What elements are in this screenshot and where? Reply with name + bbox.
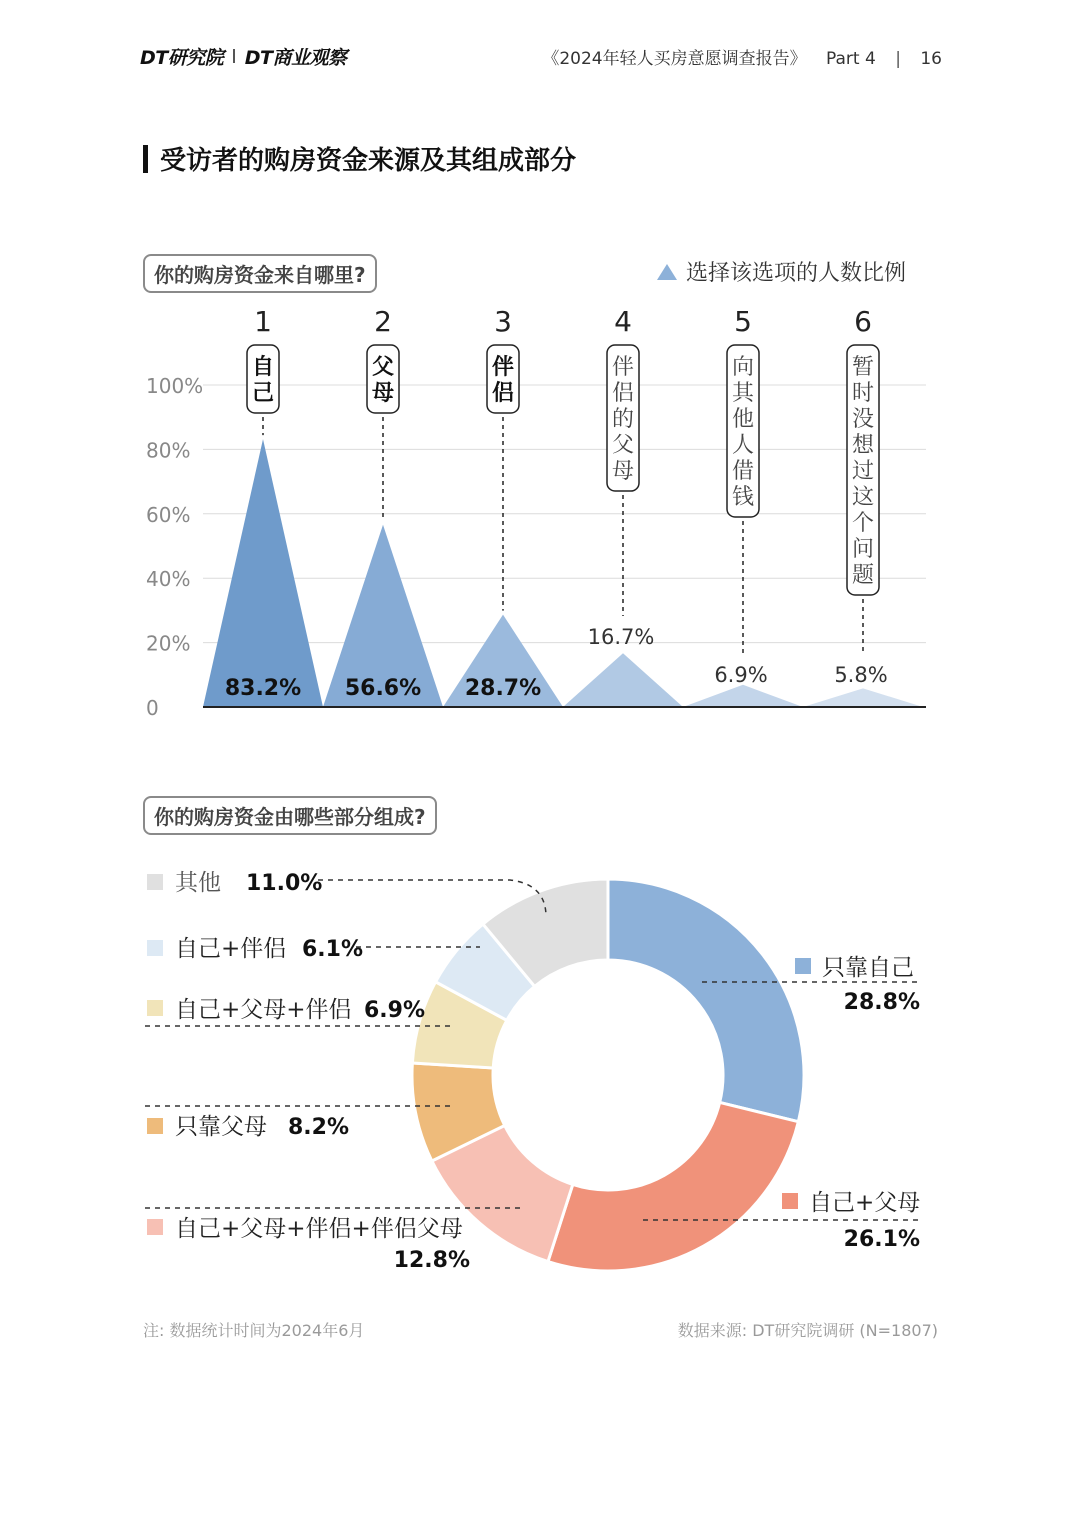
legend-swatch: [782, 1193, 798, 1209]
slice-value: 28.8%: [843, 990, 920, 1015]
header-divider: |: [895, 49, 901, 69]
y-tick-label: 40%: [146, 567, 191, 592]
legend-swatch: [147, 874, 163, 890]
footer-source: 数据来源: DT研究院调研 (N=1807): [677, 1321, 938, 1340]
slice-value: 6.9%: [364, 998, 426, 1023]
category-label: 暂时没想过这个问题: [851, 355, 875, 588]
legend-swatch: [147, 1000, 163, 1016]
triangle-bar: [563, 653, 683, 707]
slice-label: 自己+父母: [809, 1190, 921, 1216]
report-header: [542, 44, 942, 69]
report-title: 《2024年轻人买房意愿调查报告》: [542, 49, 807, 69]
data-label: 28.7%: [464, 676, 542, 701]
brand-logo-dt-business: DT商业观察: [244, 46, 347, 69]
category-label: 向其他人借钱: [731, 355, 755, 510]
legend-swatch: [147, 940, 163, 956]
rank-label: 3: [494, 305, 512, 338]
slice-value: 26.1%: [843, 1227, 920, 1252]
slice-label: 其他: [175, 870, 221, 896]
y-tick-label: 20%: [146, 631, 191, 656]
donut-slice: [608, 879, 804, 1122]
brand-divider: [233, 49, 235, 63]
slice-value: 6.1%: [302, 937, 364, 962]
brand-logos: [140, 40, 346, 72]
slice-label: 自己+父母+伴侣: [175, 997, 352, 1023]
data-label: 16.7%: [587, 625, 655, 649]
category-label: 伴侣的父母: [611, 355, 635, 484]
legend-swatch: [147, 1118, 163, 1134]
slice-value: 12.8%: [393, 1248, 470, 1273]
category-label: 自己: [251, 355, 275, 406]
rank-label: 1: [254, 305, 272, 338]
data-label: 83.2%: [224, 676, 302, 701]
slice-label: 自己+伴侣: [175, 936, 287, 962]
triangle-bar: [683, 685, 803, 707]
rank-label: 2: [374, 305, 392, 338]
footer-note: 注: 数据统计时间为2024年6月: [143, 1321, 365, 1340]
triangle-legend-icon: [656, 263, 678, 281]
y-tick-label: 60%: [146, 502, 191, 527]
triangle-bar: [203, 439, 323, 707]
category-label: 父母: [371, 355, 395, 406]
rank-label: 6: [854, 305, 872, 338]
data-label: 5.8%: [834, 663, 888, 687]
y-tick-label: 0: [146, 696, 159, 720]
brand-logo-dt-research: DT研究院: [140, 46, 224, 69]
data-label: 56.6%: [344, 676, 422, 701]
category-label: 伴侣: [491, 355, 515, 406]
question-box-source: 你的购房资金来自哪里?: [143, 254, 377, 293]
data-label: 6.9%: [714, 663, 768, 687]
legend-label: 选择该选项的人数比例: [686, 261, 907, 286]
report-part: Part 4: [826, 49, 876, 69]
section-title-bar: [143, 145, 148, 173]
donut-chart: [0, 850, 1080, 1300]
donut-slice: [548, 1102, 798, 1271]
rank-label: 4: [614, 305, 632, 338]
triangle-bar: [803, 688, 923, 707]
y-tick-label: 80%: [146, 438, 191, 463]
question-box-composition: 你的购房资金由哪些部分组成?: [143, 796, 437, 835]
slice-label: 只靠父母: [175, 1114, 267, 1140]
slice-label: 自己+父母+伴侣+伴侣父母: [175, 1216, 463, 1242]
section-title: [143, 140, 576, 177]
section-title-text: 受访者的购房资金来源及其组成部分: [160, 146, 577, 176]
rank-label: 5: [734, 305, 752, 338]
triangle-bar-chart: [0, 290, 1080, 730]
slice-label: 只靠自己: [822, 955, 914, 981]
slice-value: 8.2%: [288, 1115, 350, 1140]
page-number: 16: [920, 49, 942, 69]
legend-swatch: [147, 1219, 163, 1235]
slice-value: 11.0%: [246, 871, 323, 896]
chart-legend: [656, 256, 906, 287]
y-tick-label: 100%: [146, 374, 204, 398]
legend-swatch: [795, 958, 811, 974]
